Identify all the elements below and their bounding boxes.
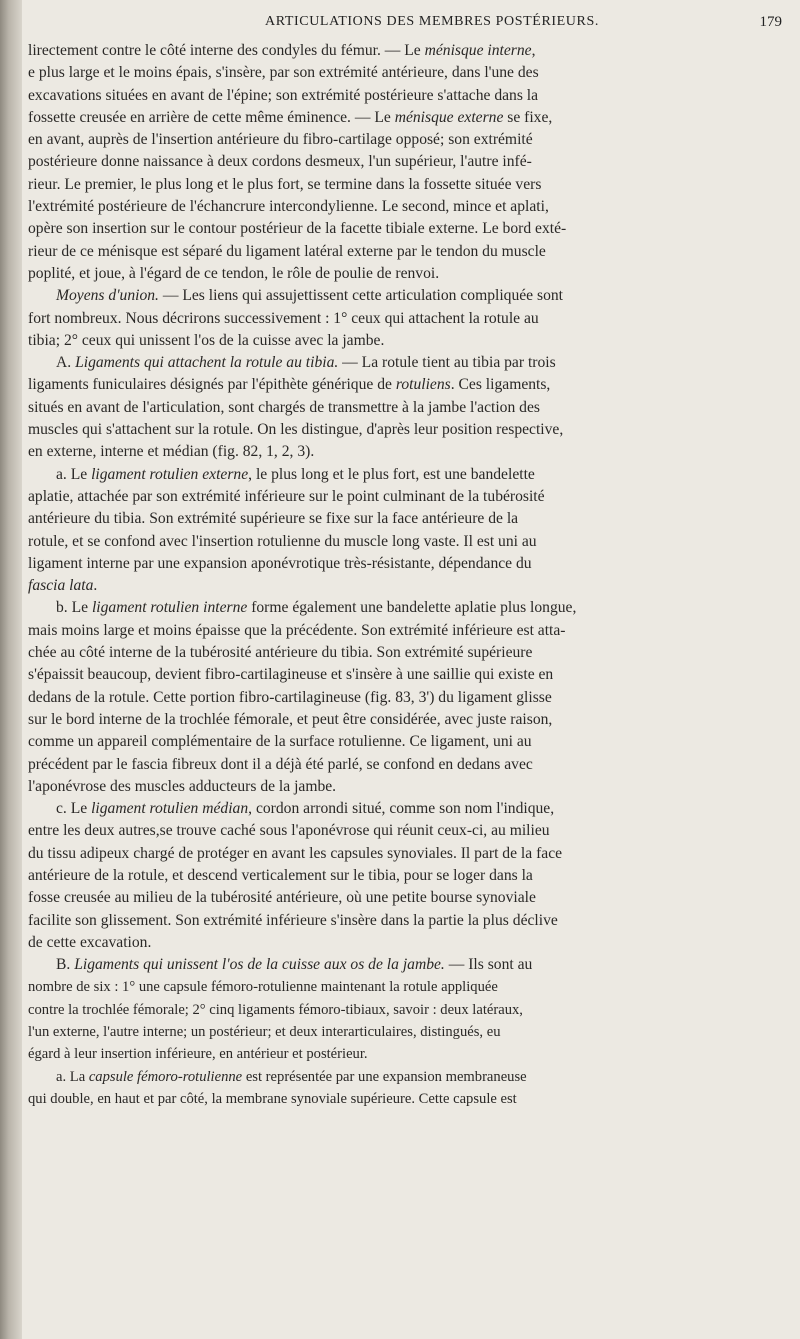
text-line	[28, 441, 788, 463]
text-line	[28, 486, 788, 508]
text-line	[28, 642, 788, 664]
text-run: précédent par le fascia fibreux dont il a déjà été parlé, se confond en dedans avec	[28, 755, 533, 773]
text-run: facilite son glissement. Son extrémité inférieure s'insère dans la partie la plus déclive	[28, 911, 558, 929]
text-run: contre la trochlée fémorale; 2° cinq ligaments fémoro-tibiaux, savoir : deux latéraux,	[28, 1001, 523, 1018]
text-run: . Ces ligaments,	[450, 376, 551, 394]
text-line	[28, 865, 788, 887]
text-run: nombre de six : 1° une capsule fémoro-rotulienne maintenant la rotule appliquée	[28, 979, 498, 996]
text-run: l'un externe, l'autre interne; un postérieur; et deux interarticulaires, distingués, eu	[28, 1024, 501, 1041]
text-line	[28, 976, 788, 998]
text-run: forme également une bandelette aplatie plus longue,	[247, 599, 577, 617]
italic-term: ligament rotulien externe	[91, 465, 249, 483]
text-run: chée au côté interne de la tubérosité antérieure du tibia. Son extrémité supérieure	[28, 644, 533, 662]
text-run: s'épaissit beaucoup, devient fibro-cartilagineuse et s'insère à une saillie qui existe en	[28, 666, 554, 684]
text-run: poplité, et joue, à l'égard de ce tendon, le rôle de poulie de renvoi.	[28, 264, 440, 282]
text-line	[28, 1021, 788, 1043]
text-line	[28, 40, 788, 62]
italic-term: ligament rotulien médian	[91, 800, 249, 818]
text-line	[28, 553, 788, 575]
text-line	[28, 999, 788, 1021]
text-run: b. Le	[56, 599, 92, 617]
text-run: fosse creusée au milieu de la tubérosité antérieure, où une petite bourse synoviale	[28, 889, 536, 907]
text-run: e plus large et le moins épais, s'insère, par son extrémité antérieure, dans l'une des	[28, 64, 539, 82]
text-line	[28, 687, 788, 709]
text-run: tibia; 2° ceux qui unissent l'os de la cuisse avec la jambe.	[28, 331, 385, 349]
text-run: , le plus long et le plus fort, est une bandelette	[248, 465, 535, 483]
text-run: ligaments funiculaires désignés par l'épithète générique de	[28, 376, 396, 394]
text-line	[28, 62, 788, 84]
text-run: aplatie, attachée par son extrémité inférieure sur le point culminant de la tubérosité	[28, 487, 545, 505]
text-run: c. Le	[56, 800, 92, 818]
text-run: rotule, et se confond avec l'insertion rotulienne du muscle long vaste. Il est uni au	[28, 532, 537, 550]
italic-term: ménisque interne	[424, 42, 532, 59]
text-run: , cordon arrondi situé, comme son nom l'indique,	[248, 800, 555, 818]
text-line	[28, 798, 788, 820]
text-line	[28, 218, 788, 240]
text-run: l'aponévrose des muscles adducteurs de la jambe.	[28, 777, 337, 795]
text-run: antérieure du tibia. Son extrémité supérieure se fixe sur la face antérieure de la	[28, 510, 519, 528]
italic-term: rotuliens	[395, 376, 451, 394]
text-run: B.	[56, 956, 75, 974]
text-run: lirectement contre le côté interne des condyles du fémur. — Le	[28, 42, 425, 59]
text-line	[28, 308, 788, 330]
text-line	[28, 709, 788, 731]
text-run: est représentée par une expansion membraneuse	[242, 1068, 527, 1085]
text-run: dedans de la rotule. Cette portion fibro-cartilagineuse (fig. 83, 3') du ligament glisse	[28, 688, 552, 706]
text-line	[28, 508, 788, 530]
text-run: en externe, interne et médian (fig. 82, 1, 2, 3).	[28, 443, 315, 461]
italic-term: fascia lata	[28, 577, 94, 595]
italic-term: Moyens d'union.	[56, 287, 159, 305]
book-gutter-shadow	[0, 0, 22, 1339]
text-line	[28, 107, 788, 129]
text-line	[28, 820, 788, 842]
text-run: ,	[531, 42, 536, 59]
running-head: ARTICULATIONS DES MEMBRES POSTÉRIEURS.	[265, 14, 599, 29]
text-run: postérieure donne naissance à deux cordons desmeux, l'un supérieur, l'autre infé-	[28, 153, 532, 171]
text-run: ligament interne par une expansion aponévrotique très-résistante, dépendance du	[28, 554, 532, 572]
text-line	[28, 129, 788, 151]
text-line	[28, 464, 788, 486]
text-line	[28, 174, 788, 196]
text-line	[28, 1088, 788, 1110]
text-run: comme un appareil complémentaire de la surface rotulienne. Ce ligament, uni au	[28, 733, 532, 751]
italic-term: ligament rotulien interne	[91, 599, 248, 617]
text-line	[28, 887, 788, 909]
text-line	[28, 910, 788, 932]
text-line	[28, 151, 788, 173]
text-run: rieur. Le premier, le plus long et le plus fort, se termine dans la fossette située vers	[28, 175, 542, 193]
text-run: antérieure de la rotule, et descend verticalement sur le tibia, pour se loger dans la	[28, 866, 533, 884]
text-line	[28, 241, 788, 263]
italic-term: capsule fémoro-rotulienne	[88, 1068, 243, 1085]
text-line	[28, 397, 788, 419]
text-run: fort nombreux. Nous décrirons successivement : 1° ceux qui attachent la rotule au	[28, 309, 539, 327]
text-run: égard à leur insertion inférieure, en antérieur et postérieur.	[28, 1046, 368, 1063]
text-run: — Les liens qui assujettissent cette articulation compliquée sont	[158, 287, 563, 305]
text-line	[28, 285, 788, 307]
text-run: a. La	[56, 1068, 89, 1085]
text-line	[28, 374, 788, 396]
text-line	[28, 843, 788, 865]
text-line	[28, 597, 788, 619]
text-line	[28, 1066, 788, 1088]
text-run: fossette creusée en arrière de cette même éminence. — Le	[28, 108, 395, 126]
text-run: se fixe,	[503, 108, 553, 126]
text-line	[28, 932, 788, 954]
text-line	[28, 263, 788, 285]
text-line	[28, 85, 788, 107]
text-line	[28, 954, 788, 976]
italic-term: Ligaments qui attachent la rotule au tibia.	[75, 354, 339, 372]
page-header	[82, 14, 782, 34]
text-run: mais moins large et moins épaisse que la précédente. Son extrémité inférieure est atta-	[28, 621, 566, 639]
text-run: sur le bord interne de la trochlée fémorale, et peut être considérée, avec juste raison,	[28, 710, 553, 728]
page-number: 179	[759, 14, 782, 30]
text-line	[28, 776, 788, 798]
text-line	[28, 419, 788, 441]
text-run: entre les deux autres,se trouve caché sous l'aponévrose qui réunit ceux-ci, au milieu	[28, 822, 550, 840]
text-line	[28, 352, 788, 374]
text-run: l'extrémité postérieure de l'échancrure intercondylienne. Le second, mince et aplati,	[28, 198, 549, 216]
text-line	[28, 330, 788, 352]
text-line	[28, 620, 788, 642]
text-run: rieur de ce ménisque est séparé du ligament latéral externe par le tendon du muscle	[28, 242, 546, 260]
text-run: — Ils sont au	[444, 956, 533, 974]
italic-term: Ligaments qui unissent l'os de la cuisse aux os de la jambe.	[74, 956, 445, 974]
text-line	[28, 196, 788, 218]
text-line	[28, 531, 788, 553]
text-line	[28, 754, 788, 776]
text-line	[28, 731, 788, 753]
text-run: A.	[56, 354, 76, 372]
text-run: a. Le	[56, 465, 92, 483]
text-line	[28, 575, 788, 597]
text-run: qui double, en haut et par côté, la membrane synoviale supérieure. Cette capsule est	[28, 1090, 517, 1107]
text-run: — La rotule tient au tibia par trois	[338, 354, 556, 372]
text-run: en avant, auprès de l'insertion antérieure du fibro-cartilage opposé; son extrémité	[28, 131, 533, 149]
text-run: muscles qui s'attachent sur la rotule. On les distingue, d'après leur position respective,	[28, 421, 564, 439]
body-text	[28, 40, 788, 1110]
italic-term: ménisque externe	[394, 108, 504, 126]
book-page	[22, 0, 800, 1339]
text-run: opère son insertion sur le contour postérieur de la facette tibiale externe. Le bord exté-	[28, 220, 567, 238]
text-run: situés en avant de l'articulation, sont chargés de transmettre à la jambe l'action des	[28, 398, 540, 416]
text-run: du tissu adipeux chargé de protéger en avant les capsules synoviales. Il part de la face	[28, 844, 563, 862]
text-line	[28, 664, 788, 686]
text-line	[28, 1043, 788, 1065]
text-run: .	[93, 577, 98, 595]
text-run: excavations situées en avant de l'épine; son extrémité postérieure s'attache dans la	[28, 86, 539, 104]
text-run: de cette excavation.	[28, 933, 152, 951]
